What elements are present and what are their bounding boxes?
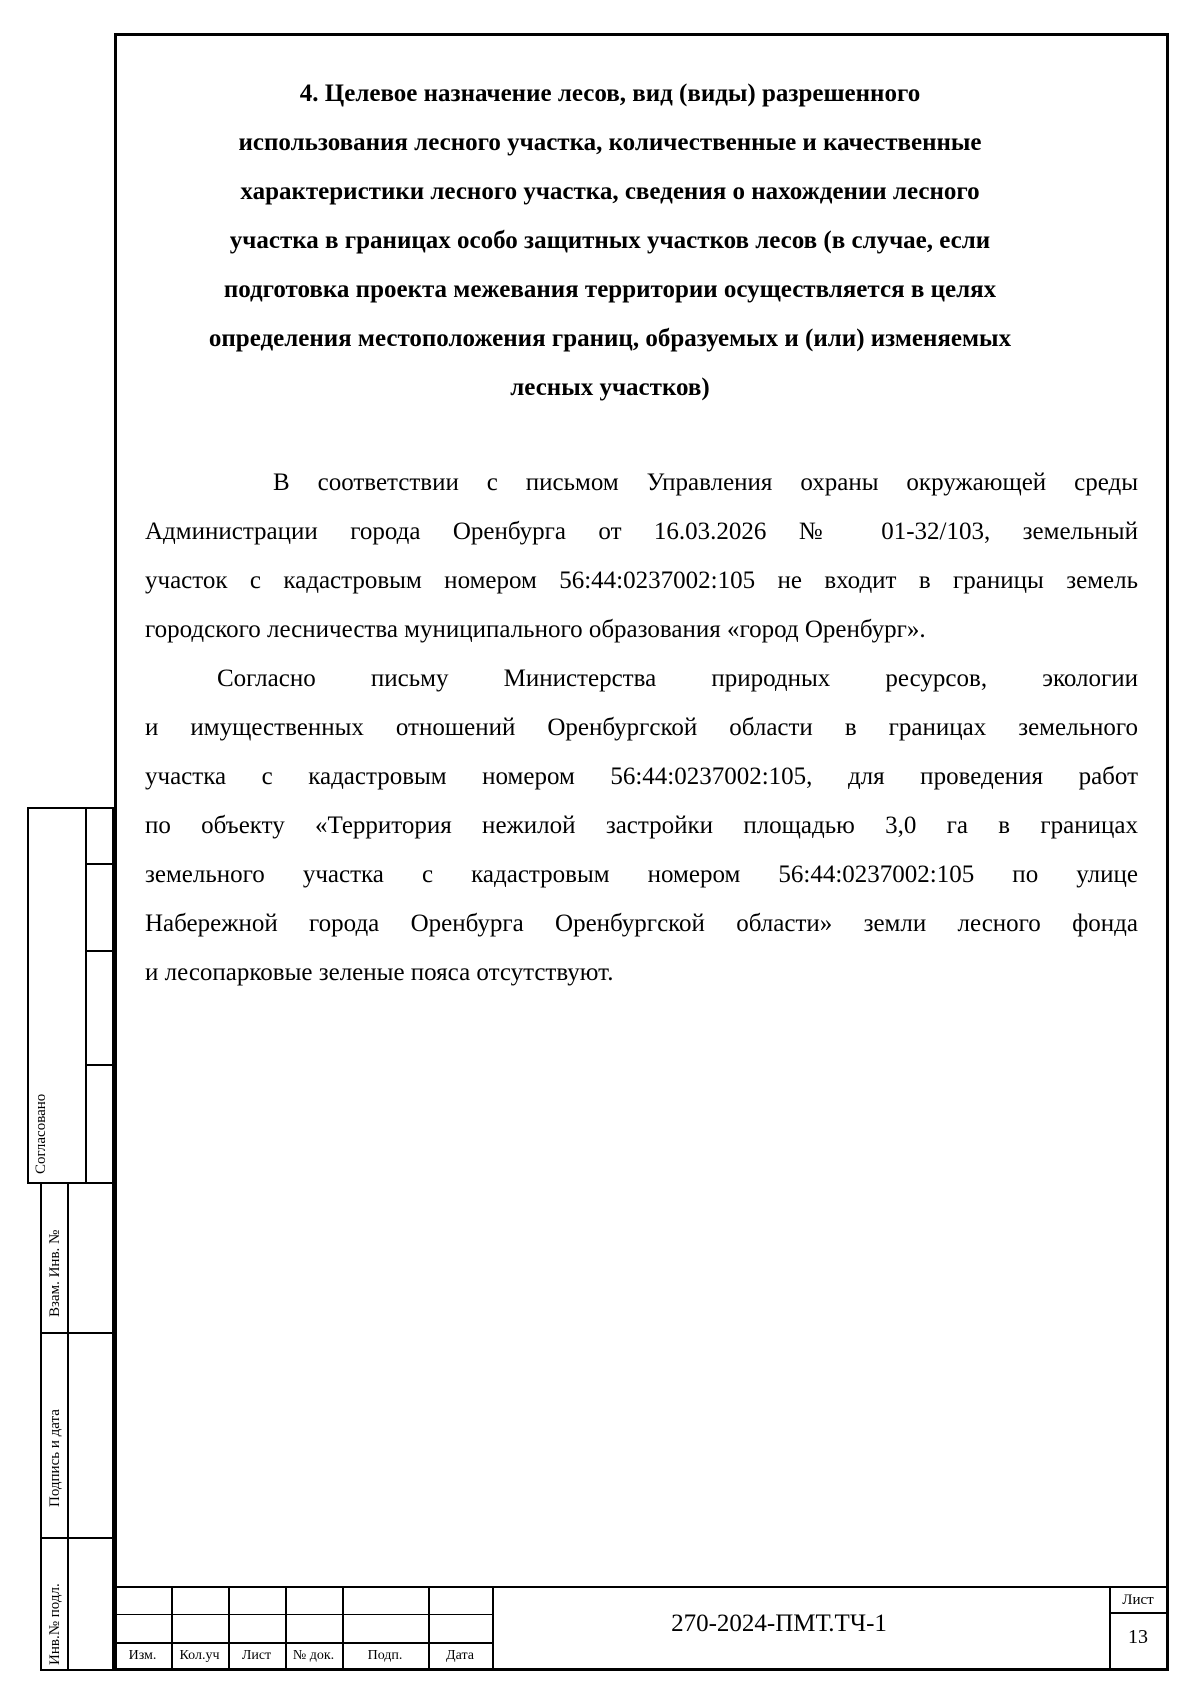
heading-line: участка в границах особо защитных участков лесов (в случае, если	[229, 227, 991, 254]
stamp-divider	[67, 1182, 69, 1671]
tb-line	[1110, 1612, 1169, 1614]
col-header-sheet: Лист	[241, 1648, 272, 1663]
body-text	[145, 458, 1138, 997]
stamp-cell	[85, 807, 114, 865]
paragraph-line: В соответствии с письмом Управления охраны окружающей среды	[273, 469, 1138, 496]
heading-line: лесных участков)	[510, 374, 710, 401]
col-header-doc: № док.	[292, 1648, 335, 1663]
side-stamp	[27, 807, 114, 1671]
paragraph-letter-ministry	[145, 654, 1138, 997]
heading-line: подготовка проекта межевания территории осуществляется в целях	[223, 276, 997, 303]
stamp-cell	[85, 950, 114, 1066]
original-inv-label: Инв.№ подл.	[47, 1583, 63, 1665]
heading-line: использования лесного участка, количественные и качественные	[238, 129, 982, 156]
title-block	[114, 1586, 1169, 1671]
heading-line: 4. Целевое назначение лесов, вид (виды) разрешенного	[299, 80, 921, 107]
paragraph-line: Набережной города Оренбурга Оренбургской области» земли лесного фонда	[145, 910, 1138, 937]
stamp-cell	[85, 863, 114, 952]
sheet-number: 13	[1128, 1626, 1148, 1648]
paragraph-line: и имущественных отношений Оренбургской области в границах земельного	[145, 714, 1138, 741]
paragraph-line: по объекту «Территория нежилой застройки площадью 3,0 га в границах	[145, 812, 1138, 839]
paragraph-line: Администрации города Оренбурга от 16.03.2026 № 01-32/103, земельный	[145, 518, 1138, 545]
agreed-label: Согласовано	[33, 1093, 49, 1174]
col-header-sign: Подп.	[367, 1648, 403, 1663]
sheet-label: Лист	[1122, 1592, 1154, 1608]
heading-line: определения местоположения границ, образуемых и (или) изменяемых	[208, 325, 1012, 352]
paragraph-line: земельного участка с кадастровым номером 56:44:0237002:105 по улице	[145, 861, 1138, 888]
replaced-inv-label: Взам. Инв. №	[47, 1229, 63, 1317]
heading-line: характеристики лесного участка, сведения о нахождении лесного	[240, 178, 980, 205]
paragraph-line: городского лесничества муниципального образования «город Оренбург».	[145, 616, 926, 643]
col-header-date: Дата	[446, 1648, 474, 1663]
document-code: 270-2024-ПМТ.ТЧ-1	[671, 1610, 887, 1637]
stamp-cell	[85, 1064, 114, 1184]
paragraph-line: участка с кадастровым номером 56:44:0237002:105, для проведения работ	[145, 763, 1138, 790]
tb-line	[114, 1586, 1169, 1588]
signature-date-label: Подпись и дата	[47, 1409, 63, 1507]
section-heading	[150, 69, 1070, 412]
paragraph-letter-admin	[145, 458, 1138, 654]
paragraph-line: и лесопарковые зеленые пояса отсутствуют.	[145, 959, 614, 986]
col-header-change: Изм.	[128, 1648, 157, 1663]
paragraph-line: Согласно письму Министерства природных ресурсов, экологии	[217, 665, 1138, 692]
paragraph-line: участок с кадастровым номером 56:44:0237002:105 не входит в границы земель	[145, 567, 1138, 594]
col-header-count: Кол.уч	[179, 1648, 220, 1663]
